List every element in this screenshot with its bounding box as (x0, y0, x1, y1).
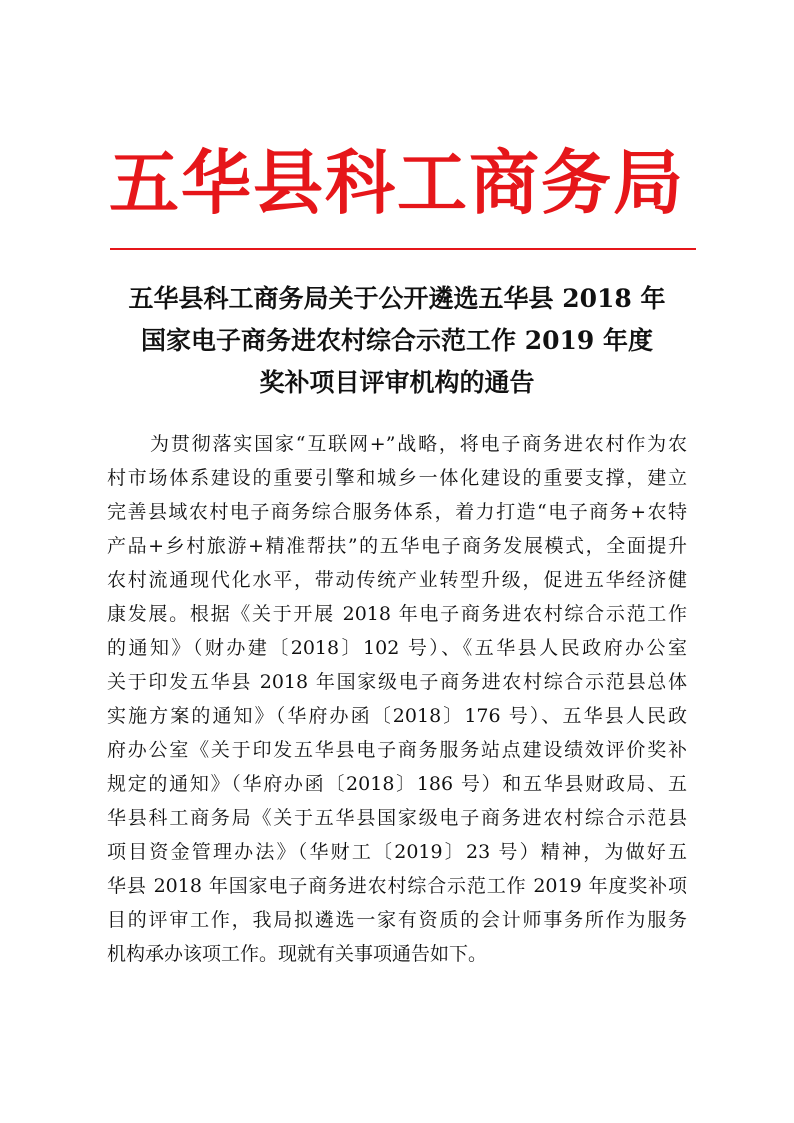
body-line: 完善县域农村电子商务综合服务体系，着力打造“电子商务+农特 (107, 501, 687, 523)
body-line: 村市场体系建设的重要引擎和城乡一体化建设的重要支撑，建立 (107, 467, 687, 489)
body-line: 规定的通知》（华府办函〔2018〕186 号）和五华县财政局、五 (107, 773, 687, 795)
title-line: 国家电子商务进农村综合示范工作 2019 年度 (141, 326, 653, 355)
letterhead-red-rule (110, 248, 696, 250)
body-line: 机构承办该项工作。现就有关事项通告如下。 (107, 943, 488, 965)
body-line: 为贯彻落实国家“互联网+”战略，将电子商务进农村作为农 (150, 433, 687, 455)
body-line: 关于印发五华县 2018 年国家级电子商务进农村综合示范县总体 (107, 671, 687, 693)
body-line: 实施方案的通知》（华府办函〔2018〕176 号）、五华县人民政 (107, 705, 687, 727)
body-line: 康发展。根据《关于开展 2018 年电子商务进农村综合示范工作 (107, 603, 687, 625)
body-line: 产品+乡村旅游+精准帮扶”的五华电子商务发展模式，全面提升 (107, 535, 687, 557)
body-line: 的通知》（财办建〔2018〕102 号）、《五华县人民政府办公室 (107, 637, 687, 659)
body-line: 目的评审工作，我局拟遴选一家有资质的会计师事务所作为服务 (107, 909, 687, 931)
agency-letterhead-title: 五华县科工商务局 (109, 141, 685, 224)
body-line: 府办公室《关于印发五华县电子商务服务站点建设绩效评价奖补 (107, 739, 687, 761)
body-line: 华县科工商务局《关于五华县国家级电子商务进农村综合示范县 (107, 807, 687, 829)
body-line: 农村流通现代化水平，带动传统产业转型升级，促进五华经济健 (107, 569, 687, 591)
title-line: 五华县科工商务局关于公开遴选五华县 2018 年 (128, 284, 666, 313)
body-line: 项目资金管理办法》（华财工〔2019〕23 号）精神，为做好五 (107, 841, 687, 863)
document-title (0, 278, 794, 404)
notice-body-paragraph (107, 427, 687, 971)
body-line: 华县 2018 年国家电子商务进农村综合示范工作 2019 年度奖补项 (107, 875, 687, 897)
title-line: 奖补项目评审机构的通告 (259, 368, 535, 397)
